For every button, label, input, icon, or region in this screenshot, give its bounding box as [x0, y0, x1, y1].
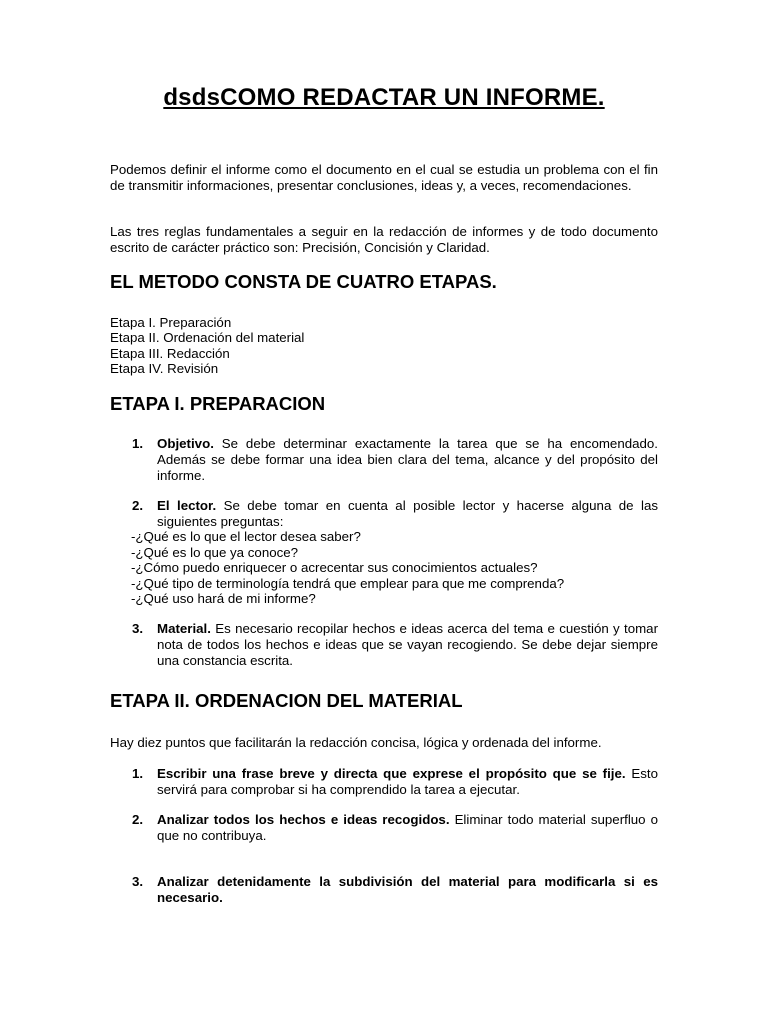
- list-number: 1.: [132, 436, 144, 451]
- item-bold-label: Analizar detenidamente la subdivisión del material para modificarla si es necesario.: [157, 874, 658, 905]
- stage-list-item: Etapa IV. Revisión: [110, 361, 219, 376]
- list-number: 3.: [132, 874, 144, 889]
- stage2-heading: ETAPA II. ORDENACION DEL MATERIAL: [110, 690, 463, 711]
- list-number: 3.: [132, 621, 144, 636]
- item-text: Es necesario recopilar hechos e ideas acerca del tema e cuestión y tomar nota de todos los hechos e ideas que se vayan recogiendo. Se debe dejar siempre una constancia escrita.: [157, 621, 658, 668]
- list-item-material: [157, 621, 658, 669]
- item-text: Eliminar todo material superfluo o que no contribuya.: [157, 812, 659, 843]
- stage-list-item: Etapa I. Preparación: [110, 315, 232, 330]
- list-number: 2.: [132, 498, 144, 513]
- item-bold-label: Material.: [157, 621, 211, 636]
- question-line: -¿Cómo puedo enriquecer o acrecentar sus conocimientos actuales?: [131, 560, 538, 575]
- item-bold-label: El lector.: [157, 498, 217, 513]
- intro-paragraph-2: Las tres reglas fundamentales a seguir en la redacción de informes y de todo documento escrito de carácter práctico son: Precisión, Concisión y Claridad.: [110, 224, 658, 255]
- method-heading: EL METODO CONSTA DE CUATRO ETAPAS.: [110, 271, 497, 292]
- list-item-analizar-hechos: [157, 812, 658, 844]
- stage-list-item: Etapa II. Ordenación del material: [110, 330, 305, 345]
- list-number: 2.: [132, 812, 144, 827]
- item-bold-label: Analizar todos los hechos e ideas recogidos.: [157, 812, 450, 827]
- item-text: Se debe tomar en cuenta al posible lector y hacerse alguna de las siguientes preguntas:: [157, 498, 658, 529]
- question-line: -¿Qué uso hará de mi informe?: [131, 591, 316, 606]
- item-bold-label: Objetivo.: [157, 436, 214, 451]
- stage-list-item: Etapa III. Redacción: [110, 346, 230, 361]
- stage2-intro: Hay diez puntos que facilitarán la redacción concisa, lógica y ordenada del informe.: [110, 735, 602, 750]
- item-text: Se debe determinar exactamente la tarea que se ha encomendado. Además se debe formar una idea bien clara del tema, alcance y del propósito del informe.: [157, 436, 658, 483]
- intro-paragraph-1: Podemos definir el informe como el documento en el cual se estudia un problema con el fin de transmitir informaciones, presentar conclusiones, ideas y, a veces, recomendaciones.: [110, 162, 658, 193]
- page-title: dsdsCOMO REDACTAR UN INFORME.: [163, 84, 605, 111]
- question-line: -¿Qué tipo de terminología tendrá que emplear para que me comprenda?: [131, 576, 565, 591]
- list-number: 1.: [132, 766, 144, 781]
- item-text: Esto servirá para comprobar si ha comprendido la tarea a ejecutar.: [157, 766, 658, 797]
- item-bold-label: Escribir una frase breve y directa que exprese el propósito que se fije.: [157, 766, 626, 781]
- list-item-lector: [157, 498, 658, 530]
- stage1-heading: ETAPA I. PREPARACION: [110, 393, 326, 414]
- question-line: -¿Qué es lo que ya conoce?: [131, 545, 299, 560]
- list-item-subdivision: [157, 874, 658, 906]
- list-item-frase: [157, 766, 658, 798]
- list-item-objetivo: [157, 436, 658, 484]
- question-line: -¿Qué es lo que el lector desea saber?: [131, 529, 361, 544]
